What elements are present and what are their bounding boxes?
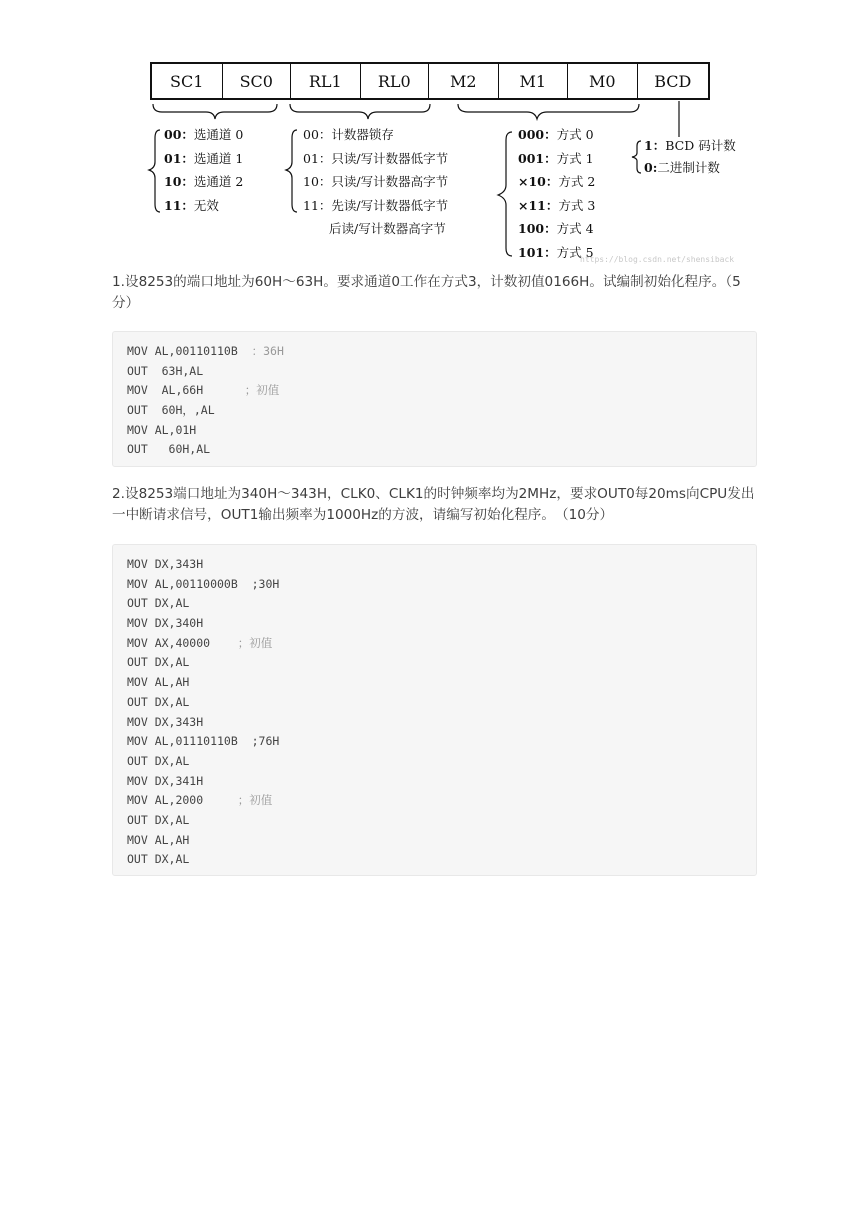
- code-line: MOV AL,01H: [127, 422, 197, 437]
- code-line: MOV AX,40000 ；初值: [127, 635, 273, 650]
- bit-cell: M2: [429, 64, 499, 98]
- code-line: OUT DX,AL: [127, 694, 190, 709]
- bcd-option: 0:二进制计数: [644, 160, 720, 175]
- bit-cell: BCD: [654, 71, 692, 91]
- code-line: OUT 60H,AL: [127, 442, 211, 457]
- code-line: OUT DX,AL: [127, 655, 190, 670]
- bcd-option: 1：BCD 码计数: [644, 138, 736, 153]
- rl-under-brace: [290, 104, 430, 119]
- code-line: MOV AL,66H ；初值: [127, 383, 280, 398]
- m-option: 001：方式 1: [518, 150, 594, 166]
- question-2-code-block: [112, 544, 757, 876]
- code-line: MOV DX,343H: [127, 557, 204, 571]
- rl-left-brace: [286, 130, 297, 212]
- sc-under-brace: [153, 104, 277, 119]
- question-1-code-block: [112, 331, 757, 467]
- rl-option: 01：只读/写计数器低字节: [303, 150, 449, 166]
- sc-option: 11：无效: [164, 197, 219, 213]
- m-option: 000：方式 0: [518, 127, 594, 142]
- sc-option: 01：选通道 1: [164, 150, 244, 166]
- m-option: ×10：方式 2: [518, 174, 596, 189]
- sc-option: 10：选通道 2: [164, 174, 244, 189]
- m-left-brace: [498, 132, 512, 256]
- code-line: MOV AL,00110000B ;30H: [127, 576, 280, 591]
- code-line: OUT 60H，,AL: [127, 403, 215, 418]
- m-option: ×11：方式 3: [518, 197, 596, 213]
- bit-cell: M1: [499, 64, 569, 98]
- sc-option: 00：选通道 0: [164, 127, 244, 142]
- watermark: https://blog.csdn.net/shensiback: [580, 255, 735, 264]
- m-under-brace: [458, 104, 639, 119]
- code-line: MOV DX,340H: [127, 616, 204, 631]
- m-option: 101：方式 5: [518, 244, 594, 260]
- question-2-text: 2.设8253端口地址为340H～343H，CLK0、CLK1的时钟频率均为2MHz，要求OUT0每20ms向CPU发出一中断请求信号，OUT1输出频率为1000Hz的方波，请编写初始化程序。 （10分）: [112, 486, 755, 523]
- bcd-left-brace: [632, 141, 641, 173]
- code-line: MOV AL,01110110B ;76H: [127, 734, 280, 749]
- m-options: [518, 123, 595, 264]
- code-line: OUT DX,AL: [127, 753, 190, 768]
- rl-option: 11：先读/写计数器低字节: [303, 197, 449, 213]
- bit-cell: RL1: [291, 64, 361, 98]
- control-word-diagram: [140, 52, 760, 267]
- rl-option: 10：只读/写计数器高字节: [303, 174, 449, 189]
- code-line: OUT DX,AL: [127, 852, 190, 867]
- code-line: OUT DX,AL: [127, 812, 190, 827]
- rl-option: 后读/写计数器高字节: [329, 221, 446, 236]
- code-line: OUT DX,AL: [127, 596, 190, 611]
- question-1-text: 1.设8253的端口地址为60H～63H。要求通道0工作在方式3，计数初值0166H。试编制初始化程序。（5分）: [112, 274, 741, 311]
- rl-option: 00：计数器锁存: [303, 127, 394, 142]
- code-line: MOV AL,2000 ；初值: [127, 793, 273, 808]
- code-line: OUT 63H,AL: [127, 363, 204, 378]
- code-line: MOV AL,00110110B ：36H: [127, 344, 284, 358]
- code-line: MOV AL,AH: [127, 832, 190, 847]
- rl-options: [303, 123, 448, 241]
- sc-left-brace: [149, 130, 160, 212]
- bcd-options: [644, 135, 736, 179]
- code-line: MOV AL,AH: [127, 675, 190, 690]
- m-option: 100：方式 4: [518, 221, 594, 236]
- bit-cell: SC0: [223, 64, 292, 98]
- sc-options: [164, 123, 243, 217]
- bit-cell: RL0: [361, 64, 430, 98]
- bit-cell: M0: [568, 64, 638, 98]
- code-line: MOV DX,343H: [127, 714, 204, 729]
- code-line: MOV DX,341H: [127, 773, 204, 788]
- bit-cell: SC1: [152, 64, 223, 98]
